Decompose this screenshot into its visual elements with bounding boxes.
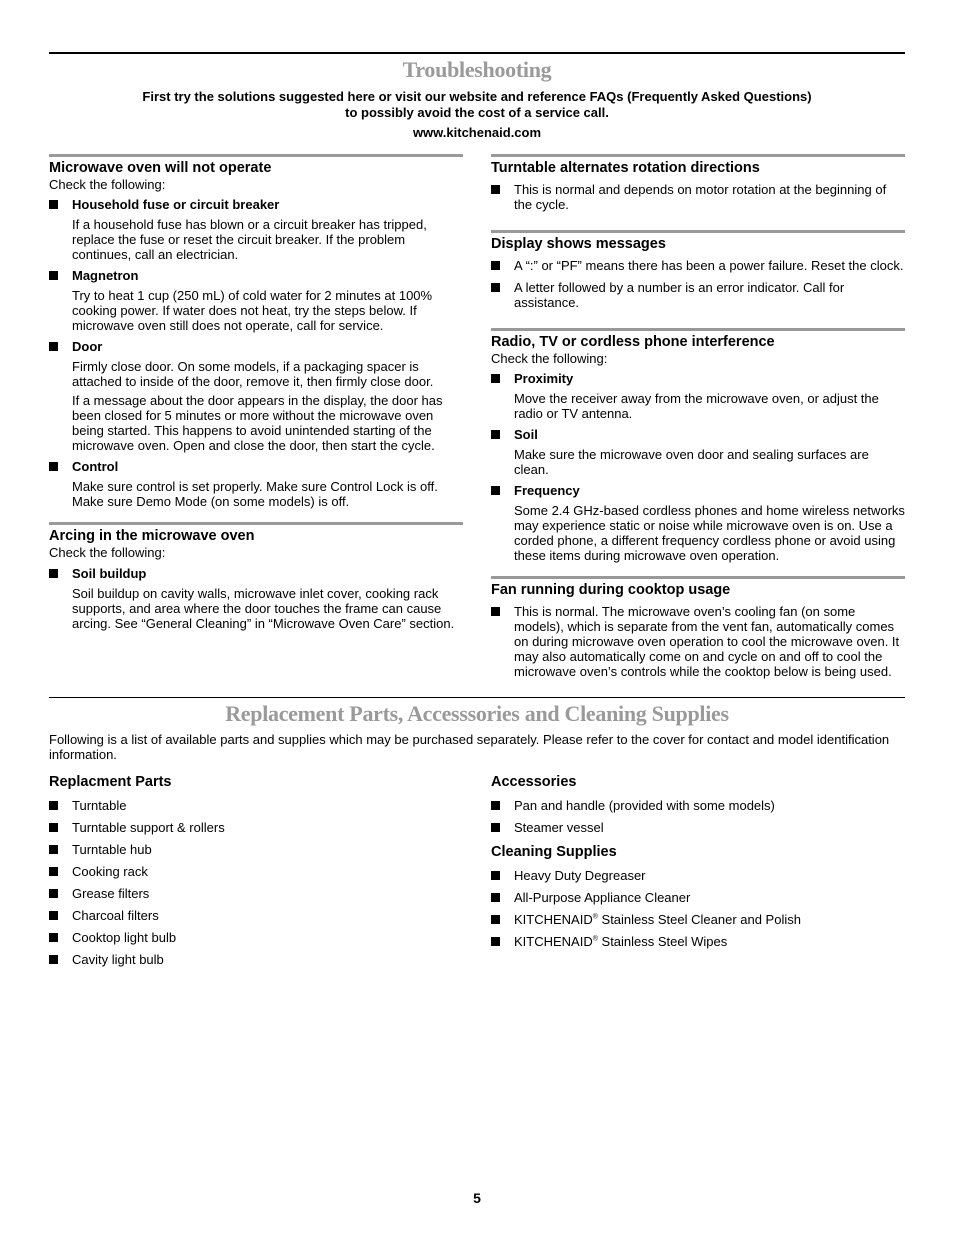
intro-line-1: First try the solutions suggested here or visit our website and reference FAQs (Frequently Asked Questions) <box>142 89 812 104</box>
list-item: KITCHENAID® Stainless Steel Cleaner and Polish <box>491 912 905 927</box>
parts-column <box>49 773 463 967</box>
page-number: 5 <box>473 1190 481 1206</box>
list-item: Heavy Duty Degreaser <box>491 868 905 883</box>
soil-buildup-text: Soil buildup on cavity walls, microwave inlet cover, cooking rack supports, and area where the door touches the frame can cause arcing. See “General Cleaning” in “Microwave Oven Care” section. <box>72 586 455 631</box>
bullet-square-icon <box>491 486 500 495</box>
bullet-square-icon <box>491 937 500 946</box>
section-arcing <box>49 522 463 631</box>
bullet-square-icon <box>49 933 58 942</box>
list-item: Turntable hub <box>49 842 463 857</box>
proximity-text: Move the receiver away from the microwave oven, or adjust the radio or TV antenna. <box>514 391 879 421</box>
bullet-square-icon <box>49 955 58 964</box>
check-text: Check the following: <box>49 545 166 560</box>
check-text: Check the following: <box>49 177 166 192</box>
section-heading: Arcing in the microwave oven <box>49 528 255 544</box>
mid-rule <box>49 697 905 698</box>
bullet-square-icon <box>491 871 500 880</box>
bullet-square-icon <box>49 867 58 876</box>
fuse-text: If a household fuse has blown or a circuit breaker has tripped, replace the fuse or reset the circuit breaker. If the problem continues, call an electrician. <box>72 217 427 262</box>
list-item: Turntable <box>49 798 463 813</box>
list-item: Steamer vessel <box>491 820 905 835</box>
page-content <box>49 52 905 967</box>
list-item: Grease filters <box>49 886 463 901</box>
bullet-square-icon <box>491 915 500 924</box>
section-heading: Display shows messages <box>491 236 666 252</box>
right-column <box>491 154 905 679</box>
bullet-square-icon <box>49 845 58 854</box>
bullet-square-icon <box>491 261 500 270</box>
bullet-square-icon <box>491 185 500 194</box>
bullet-square-icon <box>49 889 58 898</box>
replacement-intro: Following is a list of available parts and supplies which may be purchased separately. Please refer to the cover for contact and model identification information. <box>49 732 890 762</box>
section-fan <box>491 576 905 679</box>
list-item: This is normal and depends on motor rotation at the beginning of the cycle. <box>491 182 905 212</box>
section-heading: Radio, TV or cordless phone interference <box>491 334 775 350</box>
section-radio <box>491 328 905 563</box>
accessories-column <box>491 773 905 967</box>
replacement-title: Replacement Parts, Accesssories and Cleaning Supplies <box>225 701 729 726</box>
troubleshooting-title: Troubleshooting <box>402 57 552 82</box>
bullet-square-icon <box>49 911 58 920</box>
section-display <box>491 230 905 310</box>
bullet-magnetron: Magnetron <box>49 268 463 283</box>
bullet-square-icon <box>49 801 58 810</box>
list-item: Cavity light bulb <box>49 952 463 967</box>
bullet-soil: Soil <box>491 427 905 442</box>
list-item: Turntable support & rollers <box>49 820 463 835</box>
bullet-square-icon <box>491 893 500 902</box>
cleaning-heading: Cleaning Supplies <box>491 844 617 860</box>
website-link[interactable]: www.kitchenaid.com <box>412 125 542 140</box>
bullet-square-icon <box>49 342 58 351</box>
section-turntable <box>491 154 905 212</box>
bullet-square-icon <box>491 430 500 439</box>
bullet-square-icon <box>491 374 500 383</box>
bullet-square-icon <box>491 283 500 292</box>
control-text: Make sure control is set properly. Make sure Control Lock is off. Make sure Demo Mode (on some models) is off. <box>72 479 438 509</box>
list-item: Pan and handle (provided with some models) <box>491 798 905 813</box>
bullet-square-icon <box>49 200 58 209</box>
bullet-soil-buildup: Soil buildup <box>49 566 463 581</box>
bullet-frequency: Frequency <box>491 483 905 498</box>
list-item: This is normal. The microwave oven’s cooling fan (on some models), which is separate from the vent fan, automatically comes on during microwave oven operation to cool the microwave oven. It may also automatically come on and cycle on and off to cool the microwave oven’s controls while the cooktop below is being used. <box>491 604 905 679</box>
bullet-square-icon <box>49 271 58 280</box>
bullet-proximity: Proximity <box>491 371 905 386</box>
replacement-columns <box>49 773 905 967</box>
magnetron-text: Try to heat 1 cup (250 mL) of cold water for 2 minutes at 100% cooking power. If water does not heat, try the steps below. If microwave oven still does not operate, call for service. <box>72 288 433 333</box>
intro-line-2: to possibly avoid the cost of a service call. <box>345 105 609 120</box>
section-heading: Fan running during cooktop usage <box>491 582 731 598</box>
list-item: Cooktop light bulb <box>49 930 463 945</box>
list-item: All-Purpose Appliance Cleaner <box>491 890 905 905</box>
bullet-square-icon <box>491 607 500 616</box>
section-heading: Turntable alternates rotation directions <box>491 160 760 176</box>
door-text-2: If a message about the door appears in the display, the door has been closed for 5 minutes or more without the microwave oven being started. This happens to avoid unintended starting of the microwave oven. Open and close the door, then start the cycle. <box>72 393 443 453</box>
list-item: A “:” or “PF” means there has been a power failure. Reset the clock. <box>491 258 905 273</box>
bullet-square-icon <box>49 823 58 832</box>
parts-list <box>49 798 463 967</box>
list-item: Cooking rack <box>49 864 463 879</box>
section-not-operate <box>49 154 463 509</box>
list-item: A letter followed by a number is an error indicator. Call for assistance. <box>491 280 905 310</box>
section-heading: Microwave oven will not operate <box>49 160 272 176</box>
bullet-control: Control <box>49 459 463 474</box>
soil-text: Make sure the microwave oven door and sealing surfaces are clean. <box>514 447 869 477</box>
bullet-square-icon <box>49 569 58 578</box>
list-item: KITCHENAID® Stainless Steel Wipes <box>491 934 905 949</box>
door-text-1: Firmly close door. On some models, if a packaging spacer is attached to inside of the door, remove it, then firmly close door. <box>72 359 434 389</box>
left-column <box>49 154 463 679</box>
top-rule <box>49 52 905 54</box>
bullet-square-icon <box>49 462 58 471</box>
accessories-heading: Accessories <box>491 774 577 790</box>
bullet-fuse: Household fuse or circuit breaker <box>49 197 463 212</box>
check-text: Check the following: <box>491 351 608 366</box>
frequency-text: Some 2.4 GHz-based cordless phones and home wireless networks may experience static or noise while microwave oven is on. Use a corded phone, a different frequency cordless phone or avoid using these items during microwave oven operation. <box>514 503 905 563</box>
list-item: Charcoal filters <box>49 908 463 923</box>
troubleshooting-columns <box>49 154 905 679</box>
parts-heading: Replacment Parts <box>49 774 172 790</box>
bullet-square-icon <box>491 823 500 832</box>
bullet-square-icon <box>491 801 500 810</box>
bullet-door: Door <box>49 339 463 354</box>
